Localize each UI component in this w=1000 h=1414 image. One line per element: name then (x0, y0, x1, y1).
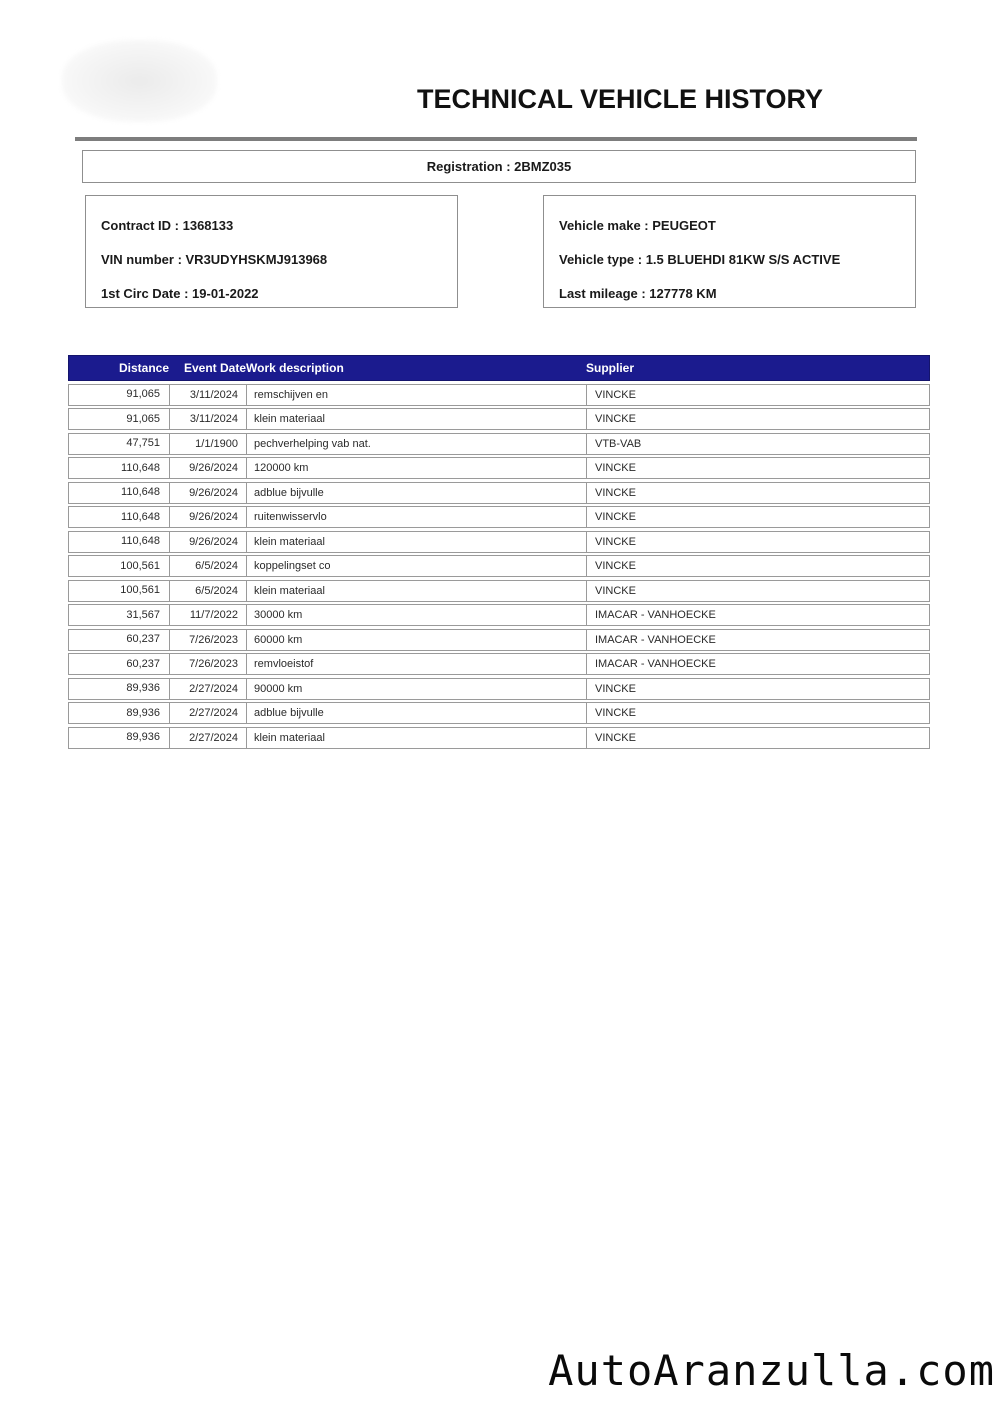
cell-distance: 91,065 (126, 388, 160, 400)
cell-work-description: ruitenwisservlo (246, 507, 586, 527)
cell-event-date: 2/27/2024 (169, 728, 246, 748)
cell-event-date: 3/11/2024 (169, 385, 246, 405)
cell-distance: 110,648 (121, 461, 160, 474)
cell-work-description: 30000 km (246, 605, 586, 625)
cell-work-description: remschijven en (246, 385, 586, 405)
cell-work-description: klein materiaal (246, 532, 586, 552)
cell-event-date: 6/5/2024 (169, 581, 246, 601)
cell-supplier: VINCKE (586, 581, 929, 601)
contract-id: Contract ID : 1368133 (101, 218, 234, 233)
cell-supplier: IMACAR - VANHOECKE (586, 654, 929, 674)
table-row (68, 531, 930, 553)
table-row (68, 678, 930, 700)
cell-event-date: 9/26/2024 (169, 532, 246, 552)
cell-work-description: klein materiaal (246, 581, 586, 601)
cell-work-description: adblue bijvulle (246, 483, 586, 503)
cell-supplier: VINCKE (586, 385, 929, 405)
table-row (68, 580, 930, 602)
cell-event-date: 11/7/2022 (169, 605, 246, 625)
table-row (68, 384, 930, 406)
table-row (68, 727, 930, 749)
cell-distance: 89,936 (126, 706, 160, 719)
cell-event-date: 9/26/2024 (169, 507, 246, 527)
table-row (68, 629, 930, 651)
cell-event-date: 9/26/2024 (169, 458, 246, 478)
cell-event-date: 7/26/2023 (169, 654, 246, 674)
cell-work-description: klein materiaal (246, 409, 586, 429)
cell-distance: 31,567 (126, 608, 160, 621)
cell-distance: 47,751 (126, 437, 160, 449)
last-mileage: Last mileage : 127778 KM (559, 286, 717, 301)
cell-distance: 60,237 (126, 633, 160, 645)
cell-event-date: 1/1/1900 (169, 434, 246, 454)
cell-work-description: adblue bijvulle (246, 703, 586, 723)
cell-supplier: VINCKE (586, 409, 929, 429)
cell-distance: 110,648 (121, 535, 160, 547)
cell-supplier: VINCKE (586, 458, 929, 478)
cell-event-date: 9/26/2024 (169, 483, 246, 503)
history-table-header (68, 355, 930, 381)
table-row (68, 604, 930, 626)
column-header-work-description: Work description (246, 361, 344, 375)
cell-work-description: 120000 km (246, 458, 586, 478)
cell-supplier: VINCKE (586, 507, 929, 527)
table-row (68, 653, 930, 675)
watermark-text: AutoAranzulla.com (548, 1346, 995, 1395)
cell-event-date: 2/27/2024 (169, 679, 246, 699)
table-row (68, 433, 930, 455)
cell-distance: 91,065 (126, 412, 160, 425)
cell-work-description: koppelingset co (246, 556, 586, 576)
cell-distance: 110,648 (121, 486, 160, 498)
cell-distance: 100,561 (120, 559, 160, 572)
table-row (68, 482, 930, 504)
cell-event-date: 7/26/2023 (169, 630, 246, 650)
cell-distance: 89,936 (126, 682, 160, 694)
vin-number: VIN number : VR3UDYHSKMJ913968 (101, 252, 328, 267)
cell-work-description: klein materiaal (246, 728, 586, 748)
page-title: TECHNICAL VEHICLE HISTORY (416, 84, 824, 114)
cell-supplier: IMACAR - VANHOECKE (586, 605, 929, 625)
blurred-logo (62, 40, 217, 122)
cell-supplier: VINCKE (586, 679, 929, 699)
cell-work-description: remvloeistof (246, 654, 586, 674)
cell-supplier: VINCKE (586, 483, 929, 503)
column-header-event-date: Event Date (183, 361, 246, 375)
cell-work-description: 60000 km (246, 630, 586, 650)
cell-supplier: VINCKE (586, 728, 929, 748)
table-row (68, 555, 930, 577)
cell-supplier: IMACAR - VANHOECKE (586, 630, 929, 650)
cell-work-description: 90000 km (246, 679, 586, 699)
table-row (68, 506, 930, 528)
table-row (68, 408, 930, 430)
cell-distance: 89,936 (126, 731, 160, 743)
history-table (68, 355, 930, 749)
history-table-body (68, 384, 930, 749)
first-circ-date: 1st Circ Date : 19-01-2022 (101, 286, 259, 301)
cell-supplier: VTB-VAB (586, 434, 929, 454)
registration-box (82, 150, 916, 183)
table-row (68, 702, 930, 724)
column-header-supplier: Supplier (586, 361, 635, 375)
cell-supplier: VINCKE (586, 532, 929, 552)
vehicle-make: Vehicle make : PEUGEOT (559, 218, 716, 233)
cell-distance: 100,561 (120, 584, 160, 596)
column-header-distance: Distance (118, 361, 169, 375)
vehicle-info-box (543, 195, 916, 308)
cell-event-date: 2/27/2024 (169, 703, 246, 723)
contract-info-box (85, 195, 458, 308)
vehicle-type: Vehicle type : 1.5 BLUEHDI 81KW S/S ACTIVE (559, 252, 841, 267)
table-row (68, 457, 930, 479)
cell-supplier: VINCKE (586, 556, 929, 576)
cell-distance: 60,237 (126, 657, 160, 670)
cell-event-date: 6/5/2024 (169, 556, 246, 576)
title-divider (75, 137, 917, 141)
cell-supplier: VINCKE (586, 703, 929, 723)
cell-event-date: 3/11/2024 (169, 409, 246, 429)
cell-distance: 110,648 (121, 510, 160, 523)
cell-work-description: pechverhelping vab nat. (246, 434, 586, 454)
registration-text: Registration : 2BMZ035 (426, 159, 572, 174)
